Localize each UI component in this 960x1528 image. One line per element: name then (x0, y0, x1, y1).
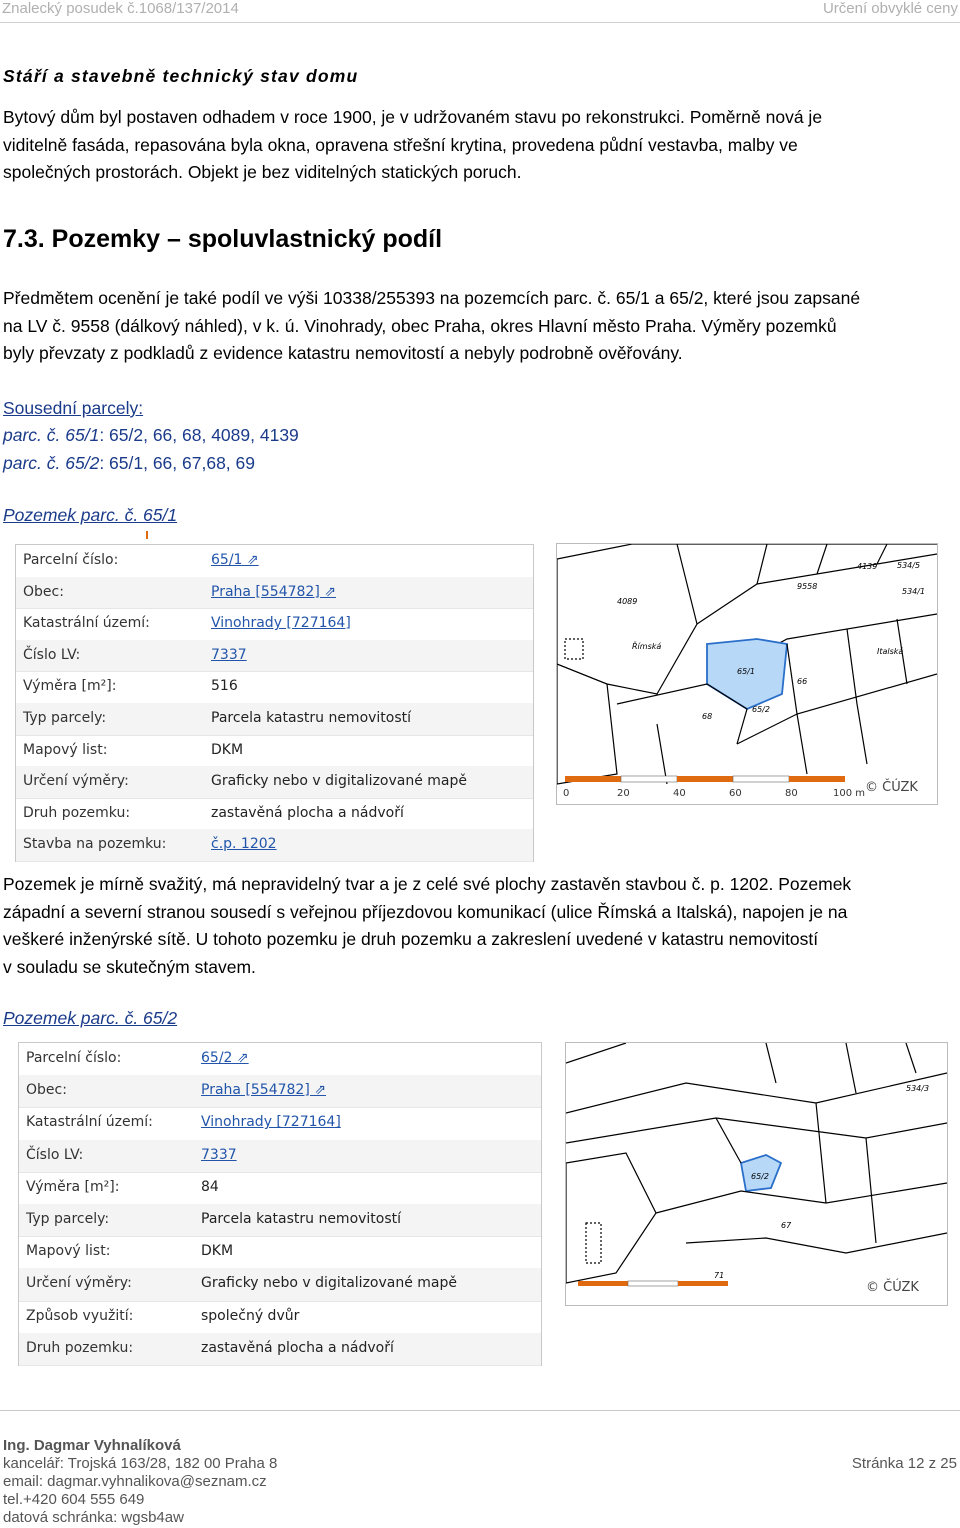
parcel1-map (556, 543, 938, 805)
table-row (16, 608, 533, 641)
row-key: Výměra [m²]: (23, 678, 117, 695)
table-row (19, 1172, 541, 1205)
table-row (19, 1140, 541, 1173)
row-value-link[interactable]: č.p. 1202 (211, 836, 277, 853)
row-key: Výměra [m²]: (26, 1178, 120, 1195)
row-value-link[interactable]: Praha [554782] ⇗ (201, 1082, 326, 1099)
map-label: 71 (714, 1271, 725, 1280)
table-row (16, 545, 533, 578)
map-label: 65/1 (737, 667, 755, 676)
map-label: 67 (781, 1221, 792, 1230)
cadastral-map-1 (557, 544, 937, 804)
row-key: Druh pozemku: (26, 1339, 134, 1356)
land-line: na LV č. 9558 (dálkový náhled), v k. ú. Vinohrady, obec Praha, okres Hlavní město Praha. Výměry pozemků (3, 315, 837, 336)
row-key: Obec: (26, 1082, 67, 1099)
row-value: zastavěná plocha a nádvoří (211, 804, 404, 821)
marker-tick (146, 531, 148, 539)
parcel2-table (18, 1042, 542, 1366)
table-row (19, 1333, 541, 1366)
age-line: Bytový dům byl postaven odhadem v roce 1900, je v udržovaném stavu po rekonstrukci. Poměrně nová je (3, 107, 823, 127)
desc-line: západní a severní stranou sousedí s veřejnou příjezdovou komunikací (ulice Římská a Italská), napojen je na (3, 901, 848, 922)
row-key: Katastrální území: (23, 615, 150, 632)
table-row (19, 1268, 541, 1301)
table-row (16, 735, 533, 768)
footer-phone: tel.+420 604 555 649 (3, 1491, 145, 1508)
section-title (3, 225, 442, 254)
row-value: Graficky nebo v digitalizované mapě (211, 773, 467, 790)
row-value-link[interactable]: Praha [554782] ⇗ (211, 583, 336, 600)
row-key: Mapový list: (26, 1243, 111, 1260)
land-line: byly převzaty z podkladů z evidence katastru nemovitostí a nebyly podrobně ověřovány. (3, 343, 683, 363)
scale-label: 100 m (833, 788, 866, 799)
table-row (16, 829, 533, 862)
map-copyright: © ČÚZK (865, 780, 918, 795)
map-label: 68 (702, 712, 713, 721)
doc-header-left: Znalecký posudek č.1068/137/2014 (2, 0, 239, 17)
row-value-link[interactable]: 65/1 ⇗ (211, 552, 259, 568)
row-value: Parcela katastru nemovitostí (211, 710, 412, 726)
row-key: Mapový list: (23, 741, 108, 758)
map-label: 534/1 (902, 587, 926, 596)
table-row (16, 703, 533, 736)
neighbor-row: parc. č. 65/2: 65/1, 66, 67,68, 69 (3, 452, 255, 473)
map-label: 65/2 (751, 1172, 769, 1181)
parcel1-description (3, 871, 960, 981)
section-title-text: Pozemky – spoluvlastnický podíl (51, 225, 443, 253)
table-row (16, 577, 533, 610)
row-value: Parcela katastru nemovitostí (201, 1211, 402, 1227)
row-key: Určení výměry: (23, 773, 129, 790)
parcel1-table (15, 544, 534, 862)
footer-rule (0, 1410, 960, 1411)
map-label: Italská (877, 647, 904, 656)
table-row (19, 1236, 541, 1269)
table-row (19, 1107, 541, 1140)
map-label: 4089 (617, 597, 638, 606)
table-row (16, 798, 533, 831)
row-key: Stavba na pozemku: (23, 836, 167, 853)
row-value-link[interactable]: Vinohrady [727164] (211, 615, 351, 632)
row-key: Číslo LV: (26, 1146, 84, 1163)
row-value: zastavěná plocha a nádvoří (201, 1339, 394, 1356)
doc-header-right: Určení obvyklé ceny (822, 0, 958, 17)
land-paragraph (3, 285, 960, 368)
land-line: Předmětem ocenění je také podíl ve výši 10338/255393 na pozemcích parc. č. 65/1 a 65/2, které jsou zapsané (3, 288, 861, 308)
footer-page-number: Stránka 12 z 25 (851, 1455, 957, 1472)
row-value: DKM (201, 1243, 234, 1260)
scale-label: 40 (673, 788, 686, 799)
neighbors-heading: Sousední parcely: (3, 398, 144, 418)
table-row (19, 1043, 541, 1076)
desc-line: veškeré inženýrské sítě. U tohoto pozemku je druh pozemku a zakreslení uvedené v katastru nemovitostí (3, 929, 819, 949)
parcel2-map (565, 1042, 948, 1306)
header-rule (0, 22, 960, 23)
parcel1-heading: Pozemek parc. č. 65/1 (3, 505, 178, 525)
neighbors-list (3, 422, 960, 477)
row-key: Určení výměry: (26, 1275, 132, 1292)
scale-label: 20 (617, 788, 630, 799)
row-key: Typ parcely: (26, 1211, 110, 1227)
age-line: viditelně fasáda, repasována byla okna, opravena střešní krytina, provedena půdní vestavba, malby ve (3, 134, 798, 155)
table-row (16, 640, 533, 673)
cadastral-map-2 (566, 1043, 947, 1305)
footer-name: Ing. Dagmar Vyhnalíková (3, 1437, 181, 1454)
footer-email[interactable]: email: dagmar.vyhnalikova@seznam.cz (3, 1473, 267, 1490)
parcel2-heading: Pozemek parc. č. 65/2 (3, 1008, 178, 1028)
age-paragraph (3, 104, 960, 187)
row-key: Číslo LV: (23, 646, 81, 663)
map-label: 534/5 (897, 561, 921, 570)
row-value: Graficky nebo v digitalizované mapě (201, 1275, 457, 1292)
age-heading: Stáří a stavebně technický stav domu (3, 66, 359, 86)
row-key: Způsob využití: (26, 1307, 134, 1324)
row-key: Katastrální území: (26, 1114, 153, 1131)
neighbor-row: parc. č. 65/1: 65/2, 66, 68, 4089, 4139 (3, 425, 299, 445)
table-row (16, 671, 533, 704)
table-row (19, 1075, 541, 1108)
table-row (19, 1301, 541, 1334)
map-label: Římská (632, 642, 662, 651)
map-copyright: © ČÚZK (866, 1280, 919, 1295)
scale-label: 0 (563, 788, 570, 799)
table-row (16, 766, 533, 799)
row-key: Obec: (23, 583, 64, 600)
map-label: 9558 (797, 582, 818, 591)
map-label: 65/2 (752, 705, 770, 714)
footer-office: kancelář: Trojská 163/28, 182 00 Praha 8 (3, 1455, 278, 1472)
row-key: Parcelní číslo: (23, 552, 119, 568)
row-value-link[interactable]: Vinohrady [727164] (201, 1114, 341, 1131)
scale-label: 60 (729, 788, 742, 799)
row-value: 516 (211, 678, 238, 695)
section-number: 7.3. (3, 225, 45, 253)
scale-bar (563, 776, 918, 799)
row-key: Typ parcely: (23, 710, 107, 726)
map-label: 534/3 (906, 1084, 930, 1093)
map-label: 66 (797, 677, 808, 686)
row-value: DKM (211, 741, 244, 758)
map-label: 4139 (857, 562, 878, 571)
row-value-link[interactable]: 7337 (201, 1146, 237, 1163)
row-value-link[interactable]: 7337 (211, 646, 247, 663)
row-key: Parcelní číslo: (26, 1050, 122, 1066)
desc-line: v souladu se skutečným stavem. (3, 956, 256, 977)
scale-bar-2 (578, 1279, 919, 1295)
age-line: společných prostorách. Objekt je bez viditelných statických poruch. (3, 162, 522, 182)
table-row (19, 1204, 541, 1237)
row-value: 84 (201, 1178, 219, 1195)
row-value: společný dvůr (201, 1307, 300, 1324)
row-key: Druh pozemku: (23, 804, 131, 821)
footer-databox: datová schránka: wgsb4aw (3, 1509, 184, 1526)
desc-line: Pozemek je mírně svažitý, má nepravidelný tvar a je z celé své plochy zastavěn stavbou č. p. 1202. Pozemek (3, 874, 852, 894)
row-value-link[interactable]: 65/2 ⇗ (201, 1050, 249, 1066)
scale-label: 80 (785, 788, 798, 799)
